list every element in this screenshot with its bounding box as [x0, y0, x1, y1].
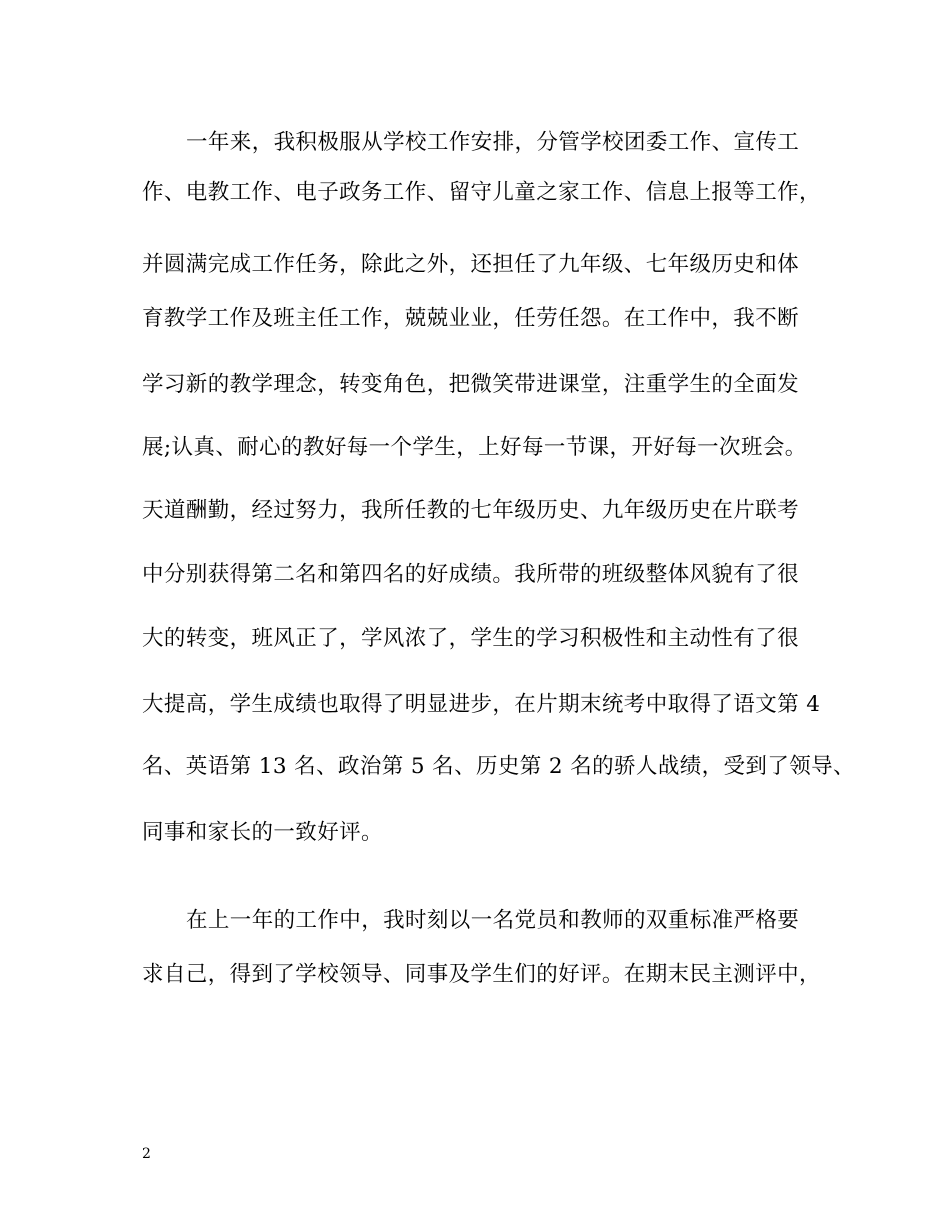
paragraph-1-line-3: 并圆满完成工作任务，除此之外，还担任了九年级、七年级历史和体	[142, 252, 800, 277]
paragraph-1-line-12: 同事和家长的一致好评。	[142, 820, 383, 845]
paragraph-1-line-9: 大的转变，班风正了，学风浓了，学生的学习积极性和主动性有了很	[142, 626, 800, 651]
paragraph-1-line-7: 天道酬勤，经过努力，我所任教的七年级历史、九年级历史在片联考	[142, 498, 800, 523]
paragraph-1-line-4: 育教学工作及班主任工作，兢兢业业，任劳任怨。在工作中，我不断	[142, 306, 800, 331]
paragraph-1-line-11: 名、英语第 13 名、政治第 5 名、历史第 2 名的骄人战绩，受到了领导、	[142, 754, 855, 779]
page-number: 2	[142, 1146, 151, 1162]
paragraph-1-line-10: 大提高，学生成绩也取得了明显进步，在片期末统考中取得了语文第 4	[142, 692, 821, 717]
paragraph-1-line-6: 展;认真、耐心的教好每一个学生，上好每一节课，开好每一次班会。	[142, 435, 807, 460]
paragraph-2-line-1: 在上一年的工作中，我时刻以一名党员和教师的双重标准严格要	[186, 908, 800, 933]
paragraph-1-line-5: 学习新的教学理念，转变角色，把微笑带进课堂，注重学生的全面发	[142, 372, 800, 397]
paragraph-2-line-2: 求自己，得到了学校领导、同事及学生们的好评。在期末民主测评中，	[142, 962, 821, 987]
paragraph-1-line-8: 中分别获得第二名和第四名的好成绩。我所带的班级整体风貌有了很	[142, 562, 800, 587]
paragraph-1-line-1: 一年来，我积极服从学校工作安排，分管学校团委工作、宣传工	[186, 130, 800, 155]
paragraph-1-line-2: 作、电教工作、电子政务工作、留守儿童之家工作、信息上报等工作，	[142, 180, 821, 205]
